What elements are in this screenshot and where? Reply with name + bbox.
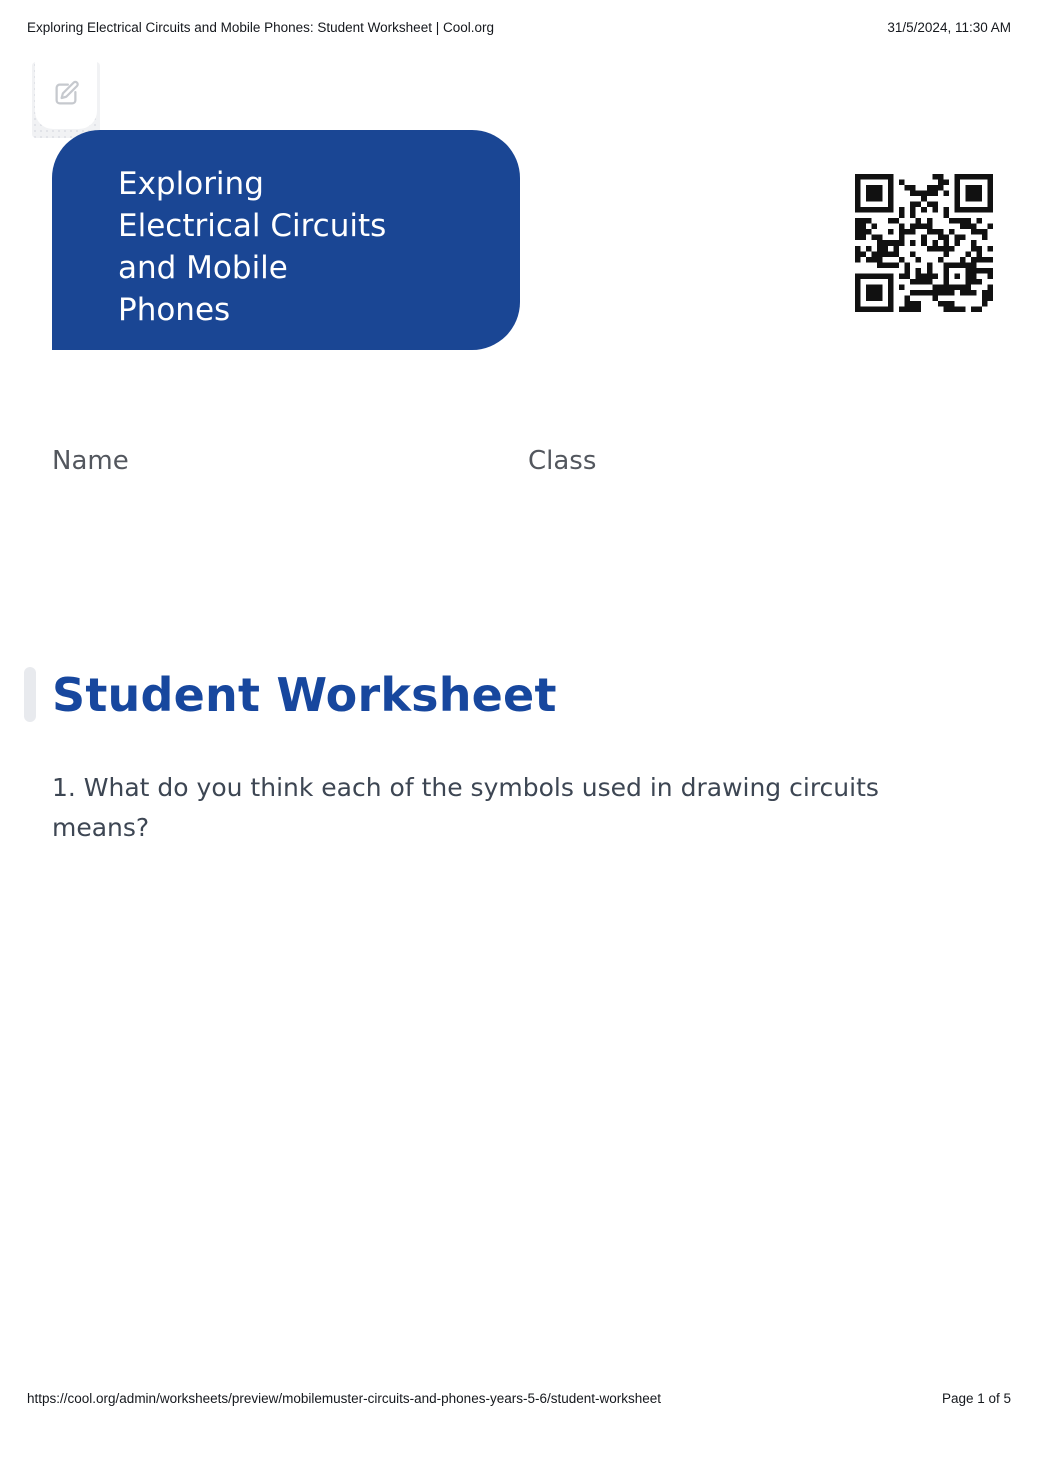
edit-button-surface (35, 62, 97, 129)
section-heading: Student Worksheet (52, 668, 557, 722)
edit-button[interactable] (32, 62, 100, 138)
class-label: Class (528, 446, 597, 476)
footer-page-indicator: Page 1 of 5 (941, 1391, 1011, 1406)
qr-code (855, 174, 993, 312)
print-footer (27, 1391, 1011, 1406)
question-1-text: 1. What do you think each of the symbols used in drawing circuits means? (52, 773, 879, 842)
header-document-title: Exploring Electrical Circuits and Mobile Phones: Student Worksheet | Cool.org (27, 20, 494, 35)
edit-pencil-square-icon (51, 79, 81, 113)
print-header (27, 20, 1011, 35)
worksheet-title-card (52, 130, 520, 350)
header-datetime: 31/5/2024, 11:30 AM (887, 20, 1011, 35)
worksheet-title: Exploring Electrical Circuits and Mobile Phones (118, 166, 387, 328)
name-label: Name (52, 446, 129, 476)
student-fields-row (52, 446, 596, 476)
footer-url: https://cool.org/admin/worksheets/preview/mobilemuster-circuits-and-phones-years-5-6/student-worksheet (27, 1391, 662, 1406)
section-accent-bar (24, 667, 36, 722)
